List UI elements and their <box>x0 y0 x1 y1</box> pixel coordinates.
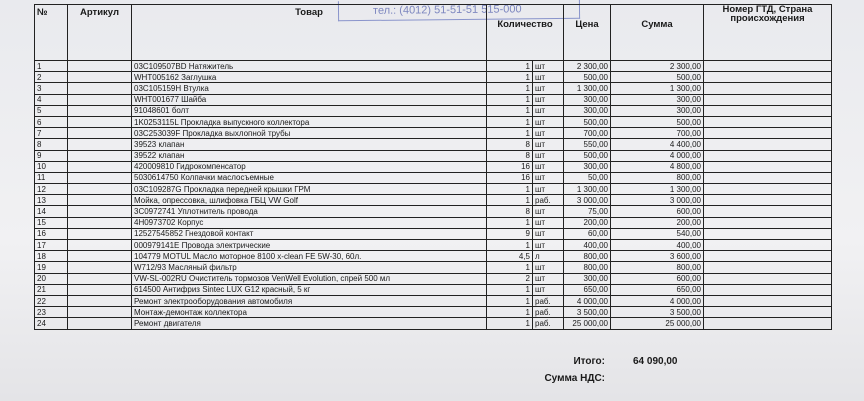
row-unit: шт <box>533 61 564 72</box>
row-sum: 25 000,00 <box>611 318 704 329</box>
row-article <box>68 318 132 329</box>
row-goods: 5030614750 Колпачки маслосъемные <box>132 172 487 183</box>
row-unit: шт <box>533 240 564 251</box>
row-num: 15 <box>35 217 68 228</box>
row-num: 19 <box>35 262 68 273</box>
row-unit: шт <box>533 273 564 284</box>
row-gtd <box>704 72 832 83</box>
table-row <box>35 284 832 295</box>
row-price: 500,00 <box>564 150 611 161</box>
row-num: 6 <box>35 116 68 127</box>
row-gtd <box>704 105 832 116</box>
row-unit: раб. <box>533 295 564 306</box>
row-price: 550,00 <box>564 139 611 150</box>
table-row <box>35 217 832 228</box>
row-sum: 4 000,00 <box>611 295 704 306</box>
vat-label: Сумма НДС: <box>544 373 605 384</box>
table-body <box>35 61 832 330</box>
row-price: 1 300,00 <box>564 83 611 94</box>
row-goods: W712/93 Масляный фильтр <box>132 262 487 273</box>
row-price: 3 000,00 <box>564 195 611 206</box>
row-article <box>68 72 132 83</box>
row-qty: 1 <box>487 284 533 295</box>
row-gtd <box>704 61 832 72</box>
row-gtd <box>704 284 832 295</box>
table-row <box>35 318 832 329</box>
row-qty: 1 <box>487 295 533 306</box>
row-unit: шт <box>533 94 564 105</box>
row-goods: 4H0973702 Корпус <box>132 217 487 228</box>
row-goods: WHT001677 Шайба <box>132 94 487 105</box>
vat-line <box>500 373 730 390</box>
table-row <box>35 228 832 239</box>
row-article <box>68 83 132 94</box>
row-num: 20 <box>35 273 68 284</box>
row-goods: Ремонт электрооборудования автомобиля <box>132 295 487 306</box>
row-unit: л <box>533 251 564 262</box>
row-unit: шт <box>533 262 564 273</box>
row-goods: 39522 клапан <box>132 150 487 161</box>
table-row <box>35 116 832 127</box>
row-qty: 1 <box>487 116 533 127</box>
row-article <box>68 94 132 105</box>
row-article <box>68 217 132 228</box>
row-sum: 1 300,00 <box>611 83 704 94</box>
row-goods: VW-SL-002RU Очиститель тормозов VenWell Evolution, спрей 500 мл <box>132 273 487 284</box>
row-gtd <box>704 150 832 161</box>
total-line <box>500 356 730 373</box>
row-num: 7 <box>35 128 68 139</box>
table-row <box>35 273 832 284</box>
row-unit: шт <box>533 128 564 139</box>
row-qty: 1 <box>487 262 533 273</box>
row-price: 800,00 <box>564 251 611 262</box>
row-unit: шт <box>533 206 564 217</box>
row-qty: 4,5 <box>487 251 533 262</box>
row-price: 300,00 <box>564 94 611 105</box>
row-unit: раб. <box>533 318 564 329</box>
row-gtd <box>704 139 832 150</box>
table-row <box>35 295 832 306</box>
row-num: 13 <box>35 195 68 206</box>
row-sum: 200,00 <box>611 217 704 228</box>
row-price: 300,00 <box>564 161 611 172</box>
row-qty: 1 <box>487 83 533 94</box>
row-goods: 91048601 болт <box>132 105 487 116</box>
row-article <box>68 273 132 284</box>
row-price: 2 300,00 <box>564 61 611 72</box>
row-price: 50,00 <box>564 172 611 183</box>
row-unit: шт <box>533 150 564 161</box>
header-sum: Сумма <box>611 5 704 61</box>
row-num: 3 <box>35 83 68 94</box>
row-qty: 9 <box>487 228 533 239</box>
row-price: 500,00 <box>564 72 611 83</box>
row-num: 24 <box>35 318 68 329</box>
row-gtd <box>704 83 832 94</box>
table-row <box>35 105 832 116</box>
row-unit: шт <box>533 72 564 83</box>
row-sum: 600,00 <box>611 206 704 217</box>
row-price: 25 000,00 <box>564 318 611 329</box>
header-article: Артикул <box>68 5 132 61</box>
row-price: 800,00 <box>564 262 611 273</box>
row-article <box>68 307 132 318</box>
table-row <box>35 206 832 217</box>
row-gtd <box>704 184 832 195</box>
header-price: Цена <box>564 5 611 61</box>
row-gtd <box>704 195 832 206</box>
row-article <box>68 161 132 172</box>
header-gtd: Номер ГТД, Страна происхождения <box>704 5 832 61</box>
row-article <box>68 195 132 206</box>
row-sum: 600,00 <box>611 273 704 284</box>
row-sum: 2 300,00 <box>611 61 704 72</box>
row-article <box>68 262 132 273</box>
row-gtd <box>704 251 832 262</box>
row-price: 75,00 <box>564 206 611 217</box>
row-qty: 1 <box>487 217 533 228</box>
row-unit: шт <box>533 105 564 116</box>
row-sum: 400,00 <box>611 240 704 251</box>
table-row <box>35 72 832 83</box>
row-qty: 1 <box>487 184 533 195</box>
row-num: 5 <box>35 105 68 116</box>
row-article <box>68 184 132 195</box>
row-unit: шт <box>533 161 564 172</box>
row-num: 14 <box>35 206 68 217</box>
row-qty: 1 <box>487 195 533 206</box>
row-gtd <box>704 318 832 329</box>
header-num: № <box>35 5 68 61</box>
row-gtd <box>704 295 832 306</box>
row-goods: 1K0253115L Прокладка выпускного коллектора <box>132 116 487 127</box>
row-sum: 700,00 <box>611 128 704 139</box>
row-goods: 12527545852 Гнездовой контакт <box>132 228 487 239</box>
row-qty: 8 <box>487 206 533 217</box>
row-price: 500,00 <box>564 116 611 127</box>
row-num: 21 <box>35 284 68 295</box>
row-sum: 300,00 <box>611 105 704 116</box>
row-sum: 4 800,00 <box>611 161 704 172</box>
row-article <box>68 172 132 183</box>
row-gtd <box>704 307 832 318</box>
row-price: 1 300,00 <box>564 184 611 195</box>
row-num: 17 <box>35 240 68 251</box>
row-goods: 000979141E Провода электрические <box>132 240 487 251</box>
row-sum: 4 000,00 <box>611 150 704 161</box>
table-row <box>35 240 832 251</box>
row-price: 700,00 <box>564 128 611 139</box>
row-price: 400,00 <box>564 240 611 251</box>
row-num: 9 <box>35 150 68 161</box>
row-article <box>68 295 132 306</box>
row-article <box>68 240 132 251</box>
row-qty: 1 <box>487 307 533 318</box>
row-goods: 420009810 Гидрокомпенсатор <box>132 161 487 172</box>
table-row <box>35 150 832 161</box>
row-unit: раб. <box>533 195 564 206</box>
table-header-row <box>35 5 832 61</box>
table-row <box>35 172 832 183</box>
row-num: 1 <box>35 61 68 72</box>
row-num: 16 <box>35 228 68 239</box>
row-qty: 1 <box>487 72 533 83</box>
row-gtd <box>704 240 832 251</box>
row-sum: 3 600,00 <box>611 251 704 262</box>
table-row <box>35 161 832 172</box>
row-gtd <box>704 161 832 172</box>
header-qty: Количество <box>487 5 564 61</box>
row-goods: 03C109507BD Натяжитель <box>132 61 487 72</box>
row-goods: Монтаж-демонтаж коллектора <box>132 307 487 318</box>
row-unit: раб. <box>533 307 564 318</box>
row-sum: 3 500,00 <box>611 307 704 318</box>
row-sum: 500,00 <box>611 116 704 127</box>
row-unit: шт <box>533 228 564 239</box>
table-row <box>35 251 832 262</box>
row-qty: 1 <box>487 240 533 251</box>
total-value: 64 090,00 <box>633 356 678 367</box>
row-gtd <box>704 206 832 217</box>
table-row <box>35 262 832 273</box>
row-article <box>68 105 132 116</box>
row-article <box>68 251 132 262</box>
row-goods: Мойка, опрессовка, шлифовка ГБЦ VW Golf <box>132 195 487 206</box>
row-gtd <box>704 116 832 127</box>
table-row <box>35 83 832 94</box>
row-num: 23 <box>35 307 68 318</box>
row-qty: 1 <box>487 94 533 105</box>
row-article <box>68 206 132 217</box>
row-qty: 1 <box>487 105 533 116</box>
table-row <box>35 128 832 139</box>
row-qty: 1 <box>487 61 533 72</box>
row-sum: 1 300,00 <box>611 184 704 195</box>
row-qty: 1 <box>487 318 533 329</box>
row-qty: 8 <box>487 150 533 161</box>
row-unit: шт <box>533 284 564 295</box>
row-sum: 800,00 <box>611 262 704 273</box>
table-row <box>35 307 832 318</box>
row-num: 4 <box>35 94 68 105</box>
row-goods: 03C109287G Прокладка передней крышки ГРМ <box>132 184 487 195</box>
row-gtd <box>704 172 832 183</box>
table-row <box>35 195 832 206</box>
row-gtd <box>704 262 832 273</box>
row-article <box>68 61 132 72</box>
row-unit: шт <box>533 184 564 195</box>
row-num: 11 <box>35 172 68 183</box>
row-goods: Ремонт двигателя <box>132 318 487 329</box>
row-goods: 03C253039F Прокладка выхлопной трубы <box>132 128 487 139</box>
row-article <box>68 228 132 239</box>
row-gtd <box>704 94 832 105</box>
row-sum: 300,00 <box>611 94 704 105</box>
row-qty: 16 <box>487 172 533 183</box>
row-sum: 650,00 <box>611 284 704 295</box>
row-sum: 540,00 <box>611 228 704 239</box>
row-num: 10 <box>35 161 68 172</box>
row-price: 300,00 <box>564 105 611 116</box>
row-price: 200,00 <box>564 217 611 228</box>
row-unit: шт <box>533 116 564 127</box>
row-num: 8 <box>35 139 68 150</box>
row-qty: 16 <box>487 161 533 172</box>
row-goods: 104779 MOTUL Масло моторное 8100 x-clean FE 5W-30, 60л. <box>132 251 487 262</box>
row-article <box>68 284 132 295</box>
row-price: 650,00 <box>564 284 611 295</box>
row-goods: 614500 Антифриз Sintec LUX G12 красный, 5 кг <box>132 284 487 295</box>
row-qty: 2 <box>487 273 533 284</box>
row-price: 4 000,00 <box>564 295 611 306</box>
row-sum: 500,00 <box>611 72 704 83</box>
row-price: 60,00 <box>564 228 611 239</box>
row-unit: шт <box>533 139 564 150</box>
row-unit: шт <box>533 83 564 94</box>
row-goods: 03C105159H Втулка <box>132 83 487 94</box>
row-article <box>68 150 132 161</box>
row-qty: 1 <box>487 128 533 139</box>
row-unit: шт <box>533 172 564 183</box>
row-gtd <box>704 128 832 139</box>
row-price: 3 500,00 <box>564 307 611 318</box>
table-row <box>35 61 832 72</box>
row-article <box>68 139 132 150</box>
row-num: 2 <box>35 72 68 83</box>
totals-block <box>500 356 730 390</box>
row-goods: 3C0972741 Уплотнитель провода <box>132 206 487 217</box>
row-article <box>68 116 132 127</box>
header-goods: Товар <box>132 5 487 61</box>
row-gtd <box>704 217 832 228</box>
total-label: Итого: <box>573 356 605 367</box>
row-article <box>68 128 132 139</box>
row-sum: 4 400,00 <box>611 139 704 150</box>
row-goods: 39523 клапан <box>132 139 487 150</box>
row-unit: шт <box>533 217 564 228</box>
row-sum: 3 000,00 <box>611 195 704 206</box>
row-num: 18 <box>35 251 68 262</box>
row-goods: WHT005162 Заглушка <box>132 72 487 83</box>
row-sum: 800,00 <box>611 172 704 183</box>
stamp-phone: тел.: (4012) 51-51-51 515-000 <box>338 0 580 21</box>
table-row <box>35 139 832 150</box>
row-num: 12 <box>35 184 68 195</box>
table-row <box>35 184 832 195</box>
row-price: 300,00 <box>564 273 611 284</box>
table-row <box>35 94 832 105</box>
row-qty: 8 <box>487 139 533 150</box>
invoice-table <box>34 4 832 330</box>
row-gtd <box>704 273 832 284</box>
row-num: 22 <box>35 295 68 306</box>
row-gtd <box>704 228 832 239</box>
